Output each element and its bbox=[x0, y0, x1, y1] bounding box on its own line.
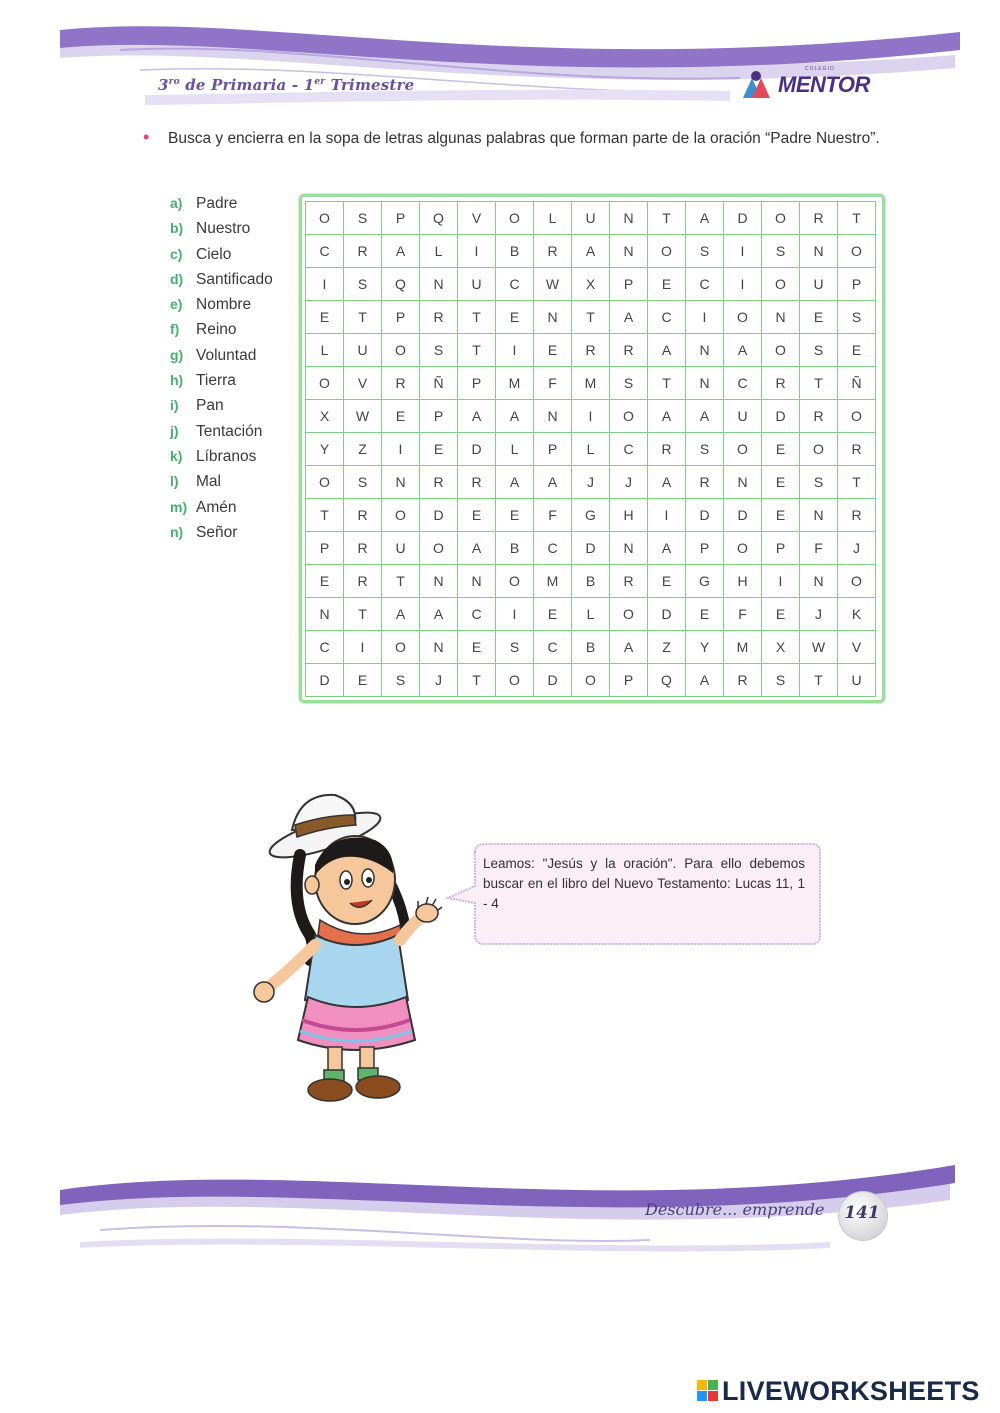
word-list-item bbox=[170, 497, 273, 522]
grid-cell[interactable]: L bbox=[420, 235, 458, 268]
grid-cell[interactable]: B bbox=[496, 235, 534, 268]
word-letter: h) bbox=[170, 372, 184, 389]
grid-cell[interactable]: C bbox=[534, 631, 572, 664]
grid-cell[interactable]: S bbox=[800, 466, 838, 499]
grid-cell[interactable]: N bbox=[420, 268, 458, 301]
word-text: Señor bbox=[196, 523, 238, 541]
grid-cell[interactable]: O bbox=[610, 400, 648, 433]
footer-slogan: Descubre... emprende bbox=[645, 1200, 825, 1219]
grid-cell[interactable]: E bbox=[648, 268, 686, 301]
grid-cell[interactable]: B bbox=[572, 565, 610, 598]
word-letter: i) bbox=[170, 397, 179, 414]
word-text: Tierra bbox=[196, 372, 236, 390]
grid-cell[interactable]: D bbox=[420, 499, 458, 532]
grid-cell[interactable]: N bbox=[610, 202, 648, 235]
grid-cell[interactable]: S bbox=[610, 367, 648, 400]
grid-cell[interactable]: I bbox=[572, 400, 610, 433]
grid-cell[interactable]: O bbox=[610, 598, 648, 631]
word-letter: c) bbox=[170, 245, 183, 262]
word-list-item bbox=[170, 269, 273, 294]
word-text: Santificado bbox=[196, 270, 273, 288]
grid-cell[interactable]: T bbox=[458, 301, 496, 334]
word-letter: m) bbox=[170, 498, 188, 515]
grid-cell[interactable]: E bbox=[496, 499, 534, 532]
grid-cell[interactable]: Z bbox=[648, 631, 686, 664]
grid-cell[interactable]: E bbox=[686, 598, 724, 631]
grid-cell[interactable]: T bbox=[458, 664, 496, 697]
grid-cell[interactable]: O bbox=[496, 202, 534, 235]
grid-cell[interactable]: E bbox=[306, 301, 344, 334]
grid-cell[interactable]: R bbox=[800, 202, 838, 235]
grid-cell[interactable]: J bbox=[572, 466, 610, 499]
grid-cell[interactable]: X bbox=[572, 268, 610, 301]
grid-cell[interactable]: L bbox=[306, 334, 344, 367]
grid-cell[interactable]: A bbox=[382, 235, 420, 268]
grid-cell[interactable]: P bbox=[686, 532, 724, 565]
grid-cell[interactable]: B bbox=[496, 532, 534, 565]
grid-cell[interactable]: Ñ bbox=[420, 367, 458, 400]
header-title: $3^{ro}$ de Primaria - 1er Trimestre bbox=[158, 76, 415, 94]
grid-cell[interactable]: L bbox=[496, 433, 534, 466]
bubble-text: Leamos: "Jesús y la oración". Para ello debemos buscar en el libro del Nuevo Testamento: Lucas 11, 1 - 4 bbox=[483, 856, 805, 911]
grid-cell[interactable]: T bbox=[800, 664, 838, 697]
word-letter: g) bbox=[170, 346, 184, 363]
grid-cell[interactable]: I bbox=[458, 235, 496, 268]
word-text: Cielo bbox=[196, 245, 232, 263]
grid-cell[interactable]: A bbox=[686, 202, 724, 235]
grid-cell[interactable]: F bbox=[534, 367, 572, 400]
grid-cell[interactable]: O bbox=[724, 301, 762, 334]
grid-cell[interactable]: D bbox=[724, 499, 762, 532]
grid-cell[interactable]: Ñ bbox=[838, 367, 876, 400]
word-letter: e) bbox=[170, 296, 183, 313]
grid-cell[interactable]: U bbox=[800, 268, 838, 301]
grid-cell[interactable]: T bbox=[648, 202, 686, 235]
grid-cell[interactable]: C bbox=[306, 235, 344, 268]
girl-illustration-icon bbox=[250, 785, 460, 1110]
grid-cell[interactable]: O bbox=[496, 664, 534, 697]
grid-cell[interactable]: N bbox=[420, 565, 458, 598]
grid-cell[interactable]: P bbox=[610, 664, 648, 697]
grid-cell[interactable]: O bbox=[724, 532, 762, 565]
grid-cell[interactable]: O bbox=[762, 334, 800, 367]
grid-cell[interactable]: S bbox=[420, 334, 458, 367]
word-letter: l) bbox=[170, 473, 179, 490]
grid-cell[interactable]: O bbox=[838, 565, 876, 598]
word-list bbox=[170, 193, 273, 547]
word-text: Padre bbox=[196, 195, 238, 212]
grid-cell[interactable]: K bbox=[838, 598, 876, 631]
liveworksheets-logo-icon bbox=[697, 1380, 719, 1402]
grid-cell[interactable]: Y bbox=[686, 631, 724, 664]
grid-cell[interactable]: P bbox=[458, 367, 496, 400]
grid-cell[interactable]: P bbox=[382, 301, 420, 334]
grid-cell[interactable]: O bbox=[648, 235, 686, 268]
grid-cell[interactable]: D bbox=[534, 664, 572, 697]
grid-cell[interactable]: E bbox=[762, 433, 800, 466]
grid-cell[interactable]: T bbox=[648, 367, 686, 400]
grid-cell[interactable]: R bbox=[344, 235, 382, 268]
grid-cell[interactable]: E bbox=[382, 400, 420, 433]
page-number: 141 bbox=[844, 1203, 880, 1223]
grid-cell[interactable]: N bbox=[724, 466, 762, 499]
grid-cell[interactable]: U bbox=[344, 334, 382, 367]
grid-cell[interactable]: D bbox=[458, 433, 496, 466]
grid-cell[interactable]: O bbox=[800, 433, 838, 466]
grid-cell[interactable]: D bbox=[572, 532, 610, 565]
grid-cell[interactable]: N bbox=[420, 631, 458, 664]
grid-cell[interactable]: U bbox=[838, 664, 876, 697]
grid-cell[interactable]: D bbox=[762, 400, 800, 433]
grid-cell[interactable]: S bbox=[344, 268, 382, 301]
grid-cell[interactable]: T bbox=[382, 565, 420, 598]
grid-cell[interactable]: R bbox=[686, 466, 724, 499]
grid-cell[interactable]: A bbox=[420, 598, 458, 631]
grid-cell[interactable]: R bbox=[572, 334, 610, 367]
grid-cell[interactable]: I bbox=[306, 268, 344, 301]
grid-cell[interactable]: O bbox=[382, 499, 420, 532]
grid-cell[interactable]: C bbox=[610, 433, 648, 466]
word-list-item bbox=[170, 522, 273, 547]
word-search-grid bbox=[305, 201, 876, 697]
grid-cell[interactable]: M bbox=[572, 367, 610, 400]
grid-cell[interactable]: I bbox=[686, 301, 724, 334]
grid-cell[interactable]: J bbox=[800, 598, 838, 631]
word-text: Pan bbox=[196, 397, 224, 415]
grid-cell[interactable]: F bbox=[800, 532, 838, 565]
grid-cell[interactable]: O bbox=[838, 400, 876, 433]
grid-cell[interactable]: E bbox=[458, 631, 496, 664]
grid-cell[interactable]: E bbox=[458, 499, 496, 532]
word-list-item bbox=[170, 218, 273, 243]
grid-cell[interactable]: M bbox=[496, 367, 534, 400]
grid-cell[interactable]: O bbox=[382, 334, 420, 367]
grid-cell[interactable]: E bbox=[762, 598, 800, 631]
word-text: Reino bbox=[196, 321, 237, 339]
grid-cell[interactable]: N bbox=[458, 565, 496, 598]
grid-cell[interactable]: E bbox=[648, 565, 686, 598]
grid-cell[interactable]: C bbox=[458, 598, 496, 631]
word-list-item bbox=[170, 193, 273, 218]
grid-cell[interactable]: X bbox=[762, 631, 800, 664]
grid-cell[interactable]: E bbox=[496, 301, 534, 334]
grid-cell[interactable]: Z bbox=[344, 433, 382, 466]
grid-cell[interactable]: I bbox=[648, 499, 686, 532]
grid-cell[interactable]: P bbox=[762, 532, 800, 565]
grid-cell[interactable]: E bbox=[838, 334, 876, 367]
word-text: Amén bbox=[196, 498, 237, 516]
grid-cell[interactable]: H bbox=[724, 565, 762, 598]
grid-cell[interactable]: O bbox=[306, 202, 344, 235]
grid-cell[interactable]: C bbox=[534, 532, 572, 565]
word-text: Líbranos bbox=[196, 447, 257, 465]
grid-cell[interactable]: A bbox=[686, 400, 724, 433]
grid-cell[interactable]: N bbox=[382, 466, 420, 499]
grid-cell[interactable]: N bbox=[800, 565, 838, 598]
grid-cell[interactable]: E bbox=[344, 664, 382, 697]
grid-cell[interactable]: A bbox=[496, 400, 534, 433]
word-text: Voluntad bbox=[196, 346, 257, 364]
grid-cell[interactable]: O bbox=[724, 433, 762, 466]
grid-cell[interactable]: T bbox=[572, 301, 610, 334]
grid-cell[interactable]: M bbox=[724, 631, 762, 664]
grid-cell[interactable]: W bbox=[534, 268, 572, 301]
grid-cell[interactable]: I bbox=[762, 565, 800, 598]
grid-cell[interactable]: I bbox=[344, 631, 382, 664]
grid-cell[interactable]: T bbox=[344, 598, 382, 631]
grid-cell[interactable]: A bbox=[610, 631, 648, 664]
grid-cell[interactable]: V bbox=[458, 202, 496, 235]
grid-cell[interactable]: U bbox=[572, 202, 610, 235]
grid-cell[interactable]: E bbox=[762, 499, 800, 532]
grid-cell[interactable]: N bbox=[610, 235, 648, 268]
grid-cell[interactable]: M bbox=[534, 565, 572, 598]
grid-cell[interactable]: A bbox=[686, 664, 724, 697]
word-letter: k) bbox=[170, 447, 183, 464]
word-text: Mal bbox=[196, 473, 221, 491]
grid-cell[interactable]: A bbox=[648, 334, 686, 367]
word-letter: n) bbox=[170, 523, 184, 540]
grid-cell[interactable]: C bbox=[648, 301, 686, 334]
word-list-item bbox=[170, 446, 273, 471]
grid-cell[interactable]: N bbox=[610, 532, 648, 565]
grid-cell[interactable]: T bbox=[838, 466, 876, 499]
grid-cell[interactable]: R bbox=[762, 367, 800, 400]
grid-cell[interactable]: R bbox=[420, 301, 458, 334]
grid-cell[interactable]: E bbox=[800, 301, 838, 334]
grid-cell[interactable]: W bbox=[344, 400, 382, 433]
grid-cell[interactable]: A bbox=[534, 466, 572, 499]
grid-cell[interactable]: V bbox=[344, 367, 382, 400]
grid-cell[interactable]: U bbox=[458, 268, 496, 301]
grid-cell[interactable]: O bbox=[496, 565, 534, 598]
grid-cell[interactable]: P bbox=[838, 268, 876, 301]
grid-cell[interactable]: R bbox=[838, 499, 876, 532]
grid-cell[interactable]: R bbox=[534, 235, 572, 268]
grid-cell[interactable]: N bbox=[686, 367, 724, 400]
grid-cell[interactable]: X bbox=[306, 400, 344, 433]
grid-cell[interactable]: Q bbox=[382, 268, 420, 301]
word-list-item bbox=[170, 294, 273, 319]
grid-cell[interactable]: I bbox=[724, 268, 762, 301]
grid-cell[interactable]: H bbox=[610, 499, 648, 532]
grid-cell[interactable]: P bbox=[382, 202, 420, 235]
grid-cell[interactable]: P bbox=[306, 532, 344, 565]
grid-cell[interactable]: A bbox=[458, 532, 496, 565]
grid-cell[interactable]: P bbox=[534, 433, 572, 466]
grid-cell[interactable]: R bbox=[382, 367, 420, 400]
grid-cell[interactable]: S bbox=[762, 664, 800, 697]
grid-cell[interactable]: T bbox=[838, 202, 876, 235]
grid-cell[interactable]: C bbox=[724, 367, 762, 400]
grid-cell[interactable]: N bbox=[762, 301, 800, 334]
grid-cell[interactable]: R bbox=[648, 433, 686, 466]
grid-cell[interactable]: N bbox=[800, 235, 838, 268]
word-letter: d) bbox=[170, 270, 184, 287]
grid-cell[interactable]: O bbox=[762, 268, 800, 301]
grid-cell[interactable]: N bbox=[306, 598, 344, 631]
grid-cell[interactable]: S bbox=[762, 235, 800, 268]
word-list-item bbox=[170, 370, 273, 395]
word-letter: b) bbox=[170, 220, 184, 237]
grid-cell[interactable]: E bbox=[534, 598, 572, 631]
word-letter: f) bbox=[170, 321, 180, 338]
grid-cell[interactable]: S bbox=[382, 664, 420, 697]
grid-cell[interactable]: O bbox=[762, 202, 800, 235]
grid-cell[interactable]: R bbox=[838, 433, 876, 466]
grid-cell[interactable]: S bbox=[344, 466, 382, 499]
grid-cell[interactable]: E bbox=[534, 334, 572, 367]
grid-cell[interactable]: R bbox=[610, 565, 648, 598]
grid-cell[interactable]: Q bbox=[420, 202, 458, 235]
word-letter: a) bbox=[170, 195, 183, 211]
word-letter: j) bbox=[170, 422, 179, 439]
word-list-item bbox=[170, 244, 273, 269]
word-list-item bbox=[170, 345, 273, 370]
grid-cell[interactable]: S bbox=[344, 202, 382, 235]
grid-cell[interactable]: S bbox=[496, 631, 534, 664]
grid-cell[interactable]: S bbox=[686, 433, 724, 466]
grid-cell[interactable]: C bbox=[306, 631, 344, 664]
grid-cell[interactable]: R bbox=[800, 400, 838, 433]
grid-cell[interactable]: N bbox=[686, 334, 724, 367]
grid-cell[interactable]: O bbox=[420, 532, 458, 565]
word-text: Nuestro bbox=[196, 220, 251, 238]
grid-cell[interactable]: D bbox=[306, 664, 344, 697]
grid-cell[interactable]: I bbox=[496, 598, 534, 631]
grid-cell[interactable]: A bbox=[648, 532, 686, 565]
grid-cell[interactable]: R bbox=[420, 466, 458, 499]
grid-cell[interactable]: V bbox=[838, 631, 876, 664]
grid-cell[interactable]: R bbox=[610, 334, 648, 367]
grid-cell[interactable]: O bbox=[306, 367, 344, 400]
grid-cell[interactable]: S bbox=[800, 334, 838, 367]
grid-cell[interactable]: G bbox=[572, 499, 610, 532]
grid-cell[interactable]: Q bbox=[648, 664, 686, 697]
grid-cell[interactable]: A bbox=[648, 466, 686, 499]
grid-cell[interactable]: T bbox=[800, 367, 838, 400]
grid-cell[interactable]: S bbox=[686, 235, 724, 268]
word-text: Tentación bbox=[196, 422, 263, 440]
grid-cell[interactable]: J bbox=[610, 466, 648, 499]
grid-cell[interactable]: I bbox=[382, 433, 420, 466]
watermark-text: LIVEWORKSHEETS bbox=[722, 1376, 980, 1406]
grid-cell[interactable]: A bbox=[458, 400, 496, 433]
grid-cell[interactable]: O bbox=[838, 235, 876, 268]
grid-cell[interactable]: L bbox=[572, 598, 610, 631]
grid-cell[interactable]: E bbox=[762, 466, 800, 499]
header-band bbox=[0, 0, 1000, 130]
grid-cell[interactable]: A bbox=[496, 466, 534, 499]
grid-cell[interactable]: C bbox=[496, 268, 534, 301]
grid-cell[interactable]: N bbox=[800, 499, 838, 532]
grid-cell[interactable]: U bbox=[382, 532, 420, 565]
grid-cell[interactable]: J bbox=[420, 664, 458, 697]
grid-cell[interactable]: E bbox=[420, 433, 458, 466]
grid-cell[interactable]: R bbox=[344, 565, 382, 598]
logo-text: MENTOR bbox=[778, 72, 870, 97]
word-list-item bbox=[170, 471, 273, 496]
grid-cell[interactable]: L bbox=[534, 202, 572, 235]
grid-cell[interactable]: A bbox=[648, 400, 686, 433]
grid-cell[interactable]: O bbox=[306, 466, 344, 499]
grid-cell[interactable]: T bbox=[306, 499, 344, 532]
logo-small-text: COLEGIO bbox=[805, 66, 835, 72]
grid-cell[interactable]: R bbox=[344, 499, 382, 532]
grid-cell[interactable]: I bbox=[724, 235, 762, 268]
grid-cell[interactable]: A bbox=[724, 334, 762, 367]
grid-cell[interactable]: R bbox=[344, 532, 382, 565]
grid-cell[interactable]: T bbox=[458, 334, 496, 367]
grid-cell[interactable]: T bbox=[344, 301, 382, 334]
grid-cell[interactable]: A bbox=[572, 235, 610, 268]
grid-cell[interactable]: P bbox=[420, 400, 458, 433]
grid-cell[interactable]: A bbox=[610, 301, 648, 334]
grid-cell[interactable]: A bbox=[382, 598, 420, 631]
grid-cell[interactable]: N bbox=[534, 400, 572, 433]
grid-cell[interactable]: F bbox=[724, 598, 762, 631]
grid-cell[interactable]: C bbox=[686, 268, 724, 301]
word-list-item bbox=[170, 319, 273, 344]
grid-cell[interactable]: W bbox=[800, 631, 838, 664]
grid-cell[interactable]: D bbox=[648, 598, 686, 631]
grid-cell[interactable]: F bbox=[534, 499, 572, 532]
grid-cell[interactable]: D bbox=[686, 499, 724, 532]
grid-cell[interactable]: B bbox=[572, 631, 610, 664]
instruction-bullet: • bbox=[143, 127, 150, 147]
grid-cell[interactable]: S bbox=[838, 301, 876, 334]
grid-cell[interactable]: R bbox=[458, 466, 496, 499]
grid-cell[interactable]: I bbox=[496, 334, 534, 367]
grid-cell[interactable]: U bbox=[724, 400, 762, 433]
instruction-text: Busca y encierra en la sopa de letras algunas palabras que forman parte de la oración “Padre Nuestro”. bbox=[168, 130, 880, 147]
grid-cell[interactable]: L bbox=[572, 433, 610, 466]
grid-cell[interactable]: G bbox=[686, 565, 724, 598]
grid-cell[interactable]: N bbox=[534, 301, 572, 334]
word-text: Nombre bbox=[196, 296, 252, 314]
grid-cell[interactable]: D bbox=[724, 202, 762, 235]
grid-cell[interactable]: E bbox=[306, 565, 344, 598]
grid-cell[interactable]: R bbox=[724, 664, 762, 697]
grid-cell[interactable]: O bbox=[382, 631, 420, 664]
grid-cell[interactable]: P bbox=[610, 268, 648, 301]
grid-cell[interactable]: O bbox=[572, 664, 610, 697]
grid-cell[interactable]: J bbox=[838, 532, 876, 565]
word-list-item bbox=[170, 395, 273, 420]
word-list-item bbox=[170, 421, 273, 446]
grid-cell[interactable]: Y bbox=[306, 433, 344, 466]
